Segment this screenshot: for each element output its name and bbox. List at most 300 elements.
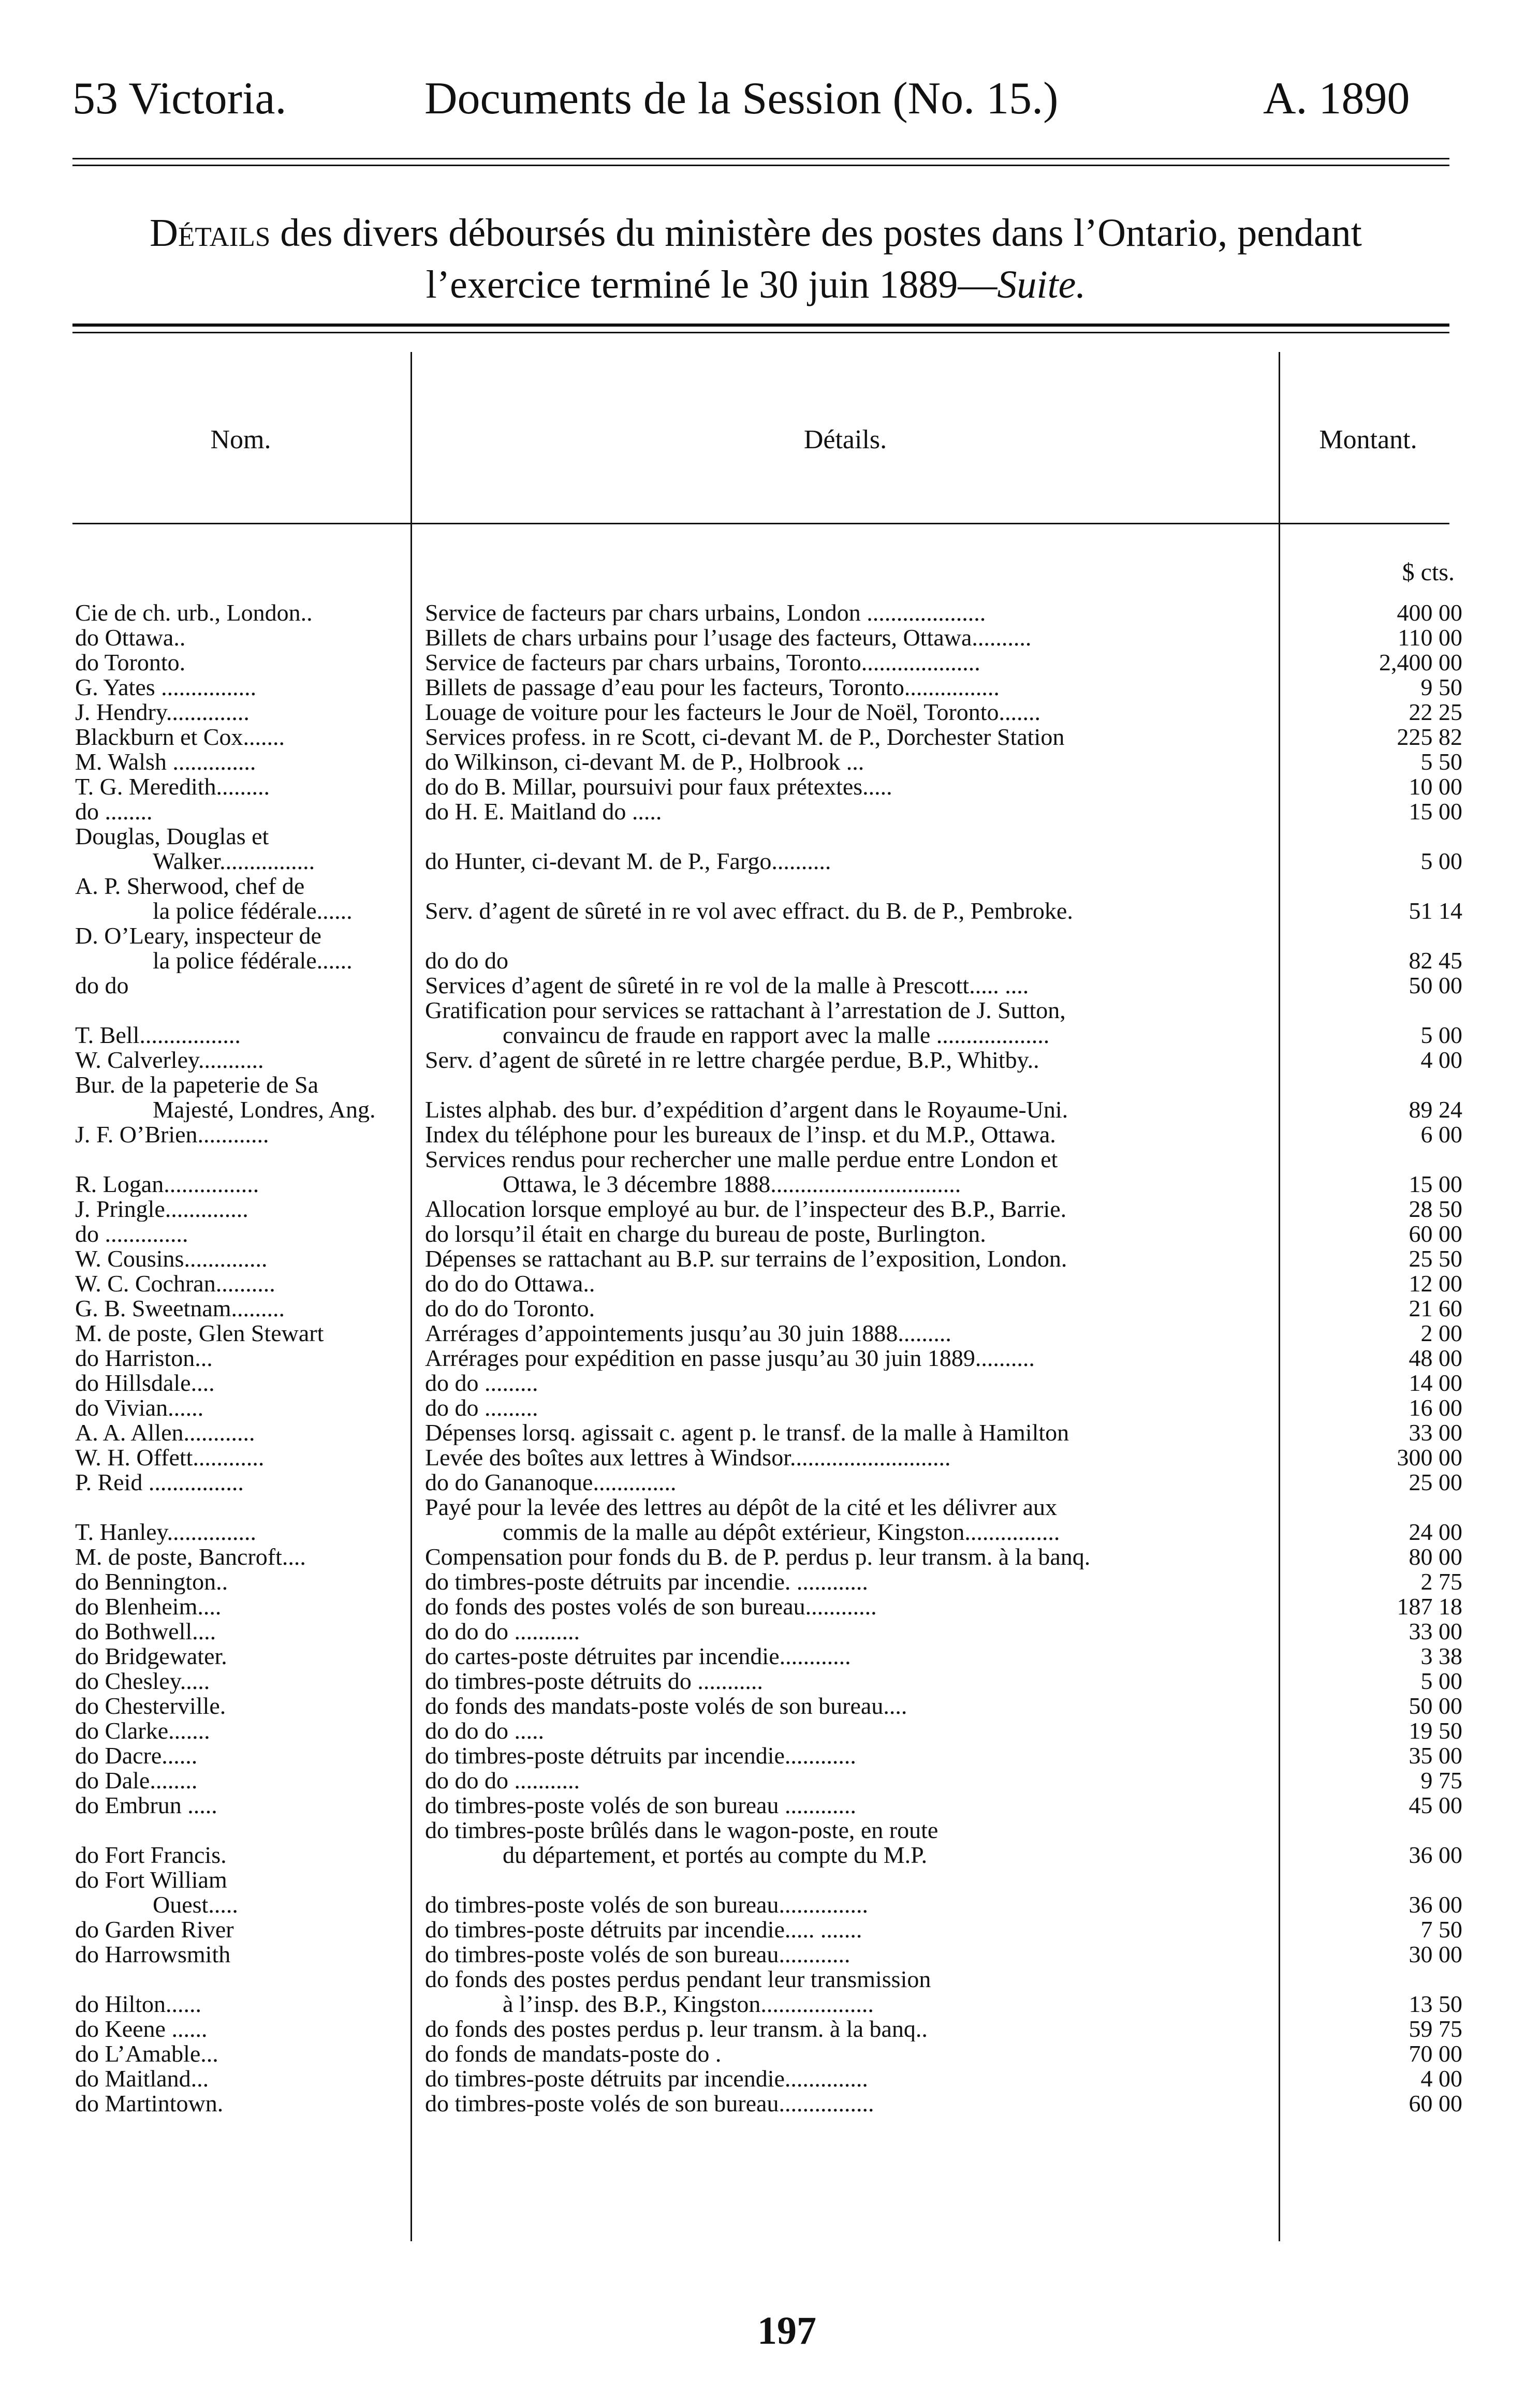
cell-montant: 70 00	[1409, 2040, 1462, 2067]
nom-line: do L’Amable...	[75, 2041, 218, 2066]
cell-nom	[75, 1222, 417, 1246]
cell-nom	[75, 1569, 417, 1594]
details-line: do fonds des postes perdus p. leur transm. à la banq..	[425, 2017, 928, 2041]
nom-line: la police fédérale......	[153, 899, 353, 923]
nom-line: M. de poste, Glen Stewart	[75, 1321, 324, 1346]
details-line: do fonds de mandats-poste do .	[425, 2041, 722, 2066]
cell-details	[417, 1967, 1359, 2017]
cell-nom	[75, 1768, 417, 1793]
details-line: Payé pour la levée des lettres au dépôt de la cité et les délivrer aux	[425, 1495, 1058, 1520]
cell-nom	[75, 1296, 417, 1321]
table-row	[75, 1917, 1462, 1942]
cell-details	[417, 973, 1359, 998]
nom-line: do Garden River	[75, 1917, 234, 1942]
currency-units: $ cts.	[1402, 558, 1455, 586]
cell-montant: 300 00	[1397, 1444, 1462, 1471]
nom-line: do Embrun .....	[75, 1793, 217, 1818]
table-row	[75, 1868, 1462, 1917]
cell-montant: 24 00	[1409, 1519, 1462, 1545]
column-header-rule	[72, 523, 1449, 524]
cell-details	[417, 1048, 1359, 1072]
table-row	[75, 1395, 1462, 1420]
cell-details	[417, 1669, 1359, 1694]
cell-details	[417, 675, 1359, 700]
details-line: commis de la malle au dépôt extérieur, Kingston................	[503, 1520, 1060, 1545]
nom-line: M. Walsh ..............	[75, 749, 256, 774]
details-line: Dépenses se rattachant au B.P. sur terrains de l’exposition, London.	[425, 1246, 1067, 1271]
nom-line: J. Pringle..............	[75, 1197, 248, 1222]
cell-details	[417, 1892, 1359, 1917]
table-row	[75, 1619, 1462, 1644]
cell-nom	[75, 1743, 417, 1768]
page-title	[67, 207, 1444, 311]
cell-montant: 187 18	[1397, 1593, 1462, 1620]
table-row	[75, 2041, 1462, 2066]
cell-nom	[75, 1371, 417, 1395]
details-line: do timbres-poste détruits par incendie............	[425, 1743, 856, 1768]
cell-details	[417, 1743, 1359, 1768]
cell-details	[417, 1147, 1359, 1197]
cell-montant: 9 75	[1420, 1767, 1462, 1794]
cell-details	[417, 1246, 1359, 1271]
details-line: do do do Toronto.	[425, 1296, 595, 1321]
cell-montant: 45 00	[1409, 1792, 1462, 1818]
table-row	[75, 1246, 1462, 1271]
expense-table-body	[75, 600, 1462, 2116]
details-line: do timbres-poste volés de son bureau ............	[425, 1793, 856, 1818]
details-line: do lorsqu’il était en charge du bureau de poste, Burlington.	[425, 1222, 986, 1246]
cell-montant: 80 00	[1409, 1544, 1462, 1570]
cell-details	[417, 799, 1359, 824]
table-row	[75, 2066, 1462, 2091]
details-line: Compensation pour fonds du B. de P. perdus p. leur transm. à la banq.	[425, 1545, 1091, 1569]
table-row	[75, 1818, 1462, 1868]
cell-montant: 400 00	[1397, 599, 1462, 626]
nom-line: do Hillsdale....	[75, 1371, 215, 1395]
details-line: do fonds des postes volés de son bureau............	[425, 1594, 877, 1619]
details-line: Services rendus pour rechercher une malle perdue entre London et	[425, 1147, 1058, 1172]
cell-details	[417, 625, 1359, 650]
cell-nom	[75, 824, 417, 874]
cell-details	[417, 849, 1359, 874]
cell-details	[417, 1545, 1359, 1569]
header-rule-top	[72, 158, 1449, 159]
nom-line: G. Yates ................	[75, 675, 257, 700]
nom-line: do Fort William	[75, 1868, 227, 1892]
details-line: Levée des boîtes aux lettres à Windsor...........................	[425, 1445, 951, 1470]
cell-montant: 5 00	[1420, 1668, 1462, 1694]
cell-nom	[75, 2066, 417, 2091]
cell-nom	[75, 1868, 417, 1917]
details-line: do timbres-poste brûlés dans le wagon-poste, en route	[425, 1818, 938, 1843]
nom-line: do Martintown.	[75, 2091, 224, 2116]
cell-montant: 60 00	[1409, 1221, 1462, 1247]
cell-montant: 6 00	[1420, 1121, 1462, 1148]
cell-montant: 15 00	[1409, 1171, 1462, 1197]
header-left: 53 Victoria.	[72, 74, 287, 124]
cell-nom	[75, 1445, 417, 1470]
cell-nom	[75, 774, 417, 799]
cell-details	[417, 1122, 1359, 1147]
nom-line: Cie de ch. urb., London..	[75, 600, 313, 625]
table-row	[75, 1072, 1462, 1122]
cell-nom	[75, 973, 417, 998]
nom-line: do Fort Francis.	[75, 1843, 227, 1868]
details-line: do timbres-poste détruits do ...........	[425, 1669, 763, 1694]
details-line: do timbres-poste détruits par incendie..............	[425, 2066, 868, 2091]
nom-line: D. O’Leary, inspecteur de	[75, 923, 321, 948]
table-row	[75, 1793, 1462, 1818]
details-line: convaincu de fraude en rapport avec la malle ...................	[503, 1023, 1050, 1048]
cell-nom	[75, 1669, 417, 1694]
cell-montant: 21 60	[1409, 1295, 1462, 1321]
cell-details	[417, 2017, 1359, 2041]
nom-line: do ..............	[75, 1222, 188, 1246]
nom-line: do Dacre......	[75, 1743, 198, 1768]
header-right: A. 1890	[1263, 74, 1410, 124]
table-row	[75, 625, 1462, 650]
cell-nom	[75, 1793, 417, 1818]
details-line: do do B. Millar, poursuivi pour faux prétextes.....	[425, 774, 892, 799]
table-rule-top	[72, 324, 1449, 327]
table-row	[75, 874, 1462, 923]
cell-montant: 5 50	[1420, 748, 1462, 775]
cell-montant: 9 50	[1420, 674, 1462, 700]
details-line: do timbres-poste détruits par incendie. ............	[425, 1569, 868, 1594]
cell-montant: 89 24	[1409, 1096, 1462, 1123]
details-line: do timbres-poste détruits par incendie..... .......	[425, 1917, 862, 1942]
cell-details	[417, 1644, 1359, 1669]
details-line: Dépenses lorsq. agissait c. agent p. le transf. de la malle à Hamilton	[425, 1420, 1069, 1445]
cell-nom	[75, 749, 417, 774]
table-row	[75, 1495, 1462, 1545]
cell-montant: 82 45	[1409, 947, 1462, 974]
nom-line: M. de poste, Bancroft....	[75, 1545, 306, 1569]
details-line: Allocation lorsque employé au bur. de l’inspecteur des B.P., Barrie.	[425, 1197, 1067, 1222]
details-line: à l’insp. des B.P., Kingston...................	[503, 1992, 874, 2017]
column-header-details: Détails.	[803, 425, 887, 454]
nom-line: do Blenheim....	[75, 1594, 222, 1619]
details-line: Arrérages pour expédition en passe jusqu’au 30 juin 1889..........	[425, 1346, 1035, 1371]
nom-line: A. A. Allen............	[75, 1420, 255, 1445]
details-line: do Wilkinson, ci-devant M. de P., Holbrook ...	[425, 749, 864, 774]
nom-line: W. C. Cochran..........	[75, 1271, 275, 1296]
title-line1: des divers déboursés du ministère des postes dans l’Ontario, pendant	[270, 211, 1362, 255]
cell-nom	[75, 1122, 417, 1147]
cell-details	[417, 1694, 1359, 1718]
cell-details	[417, 1495, 1359, 1545]
cell-nom	[75, 1395, 417, 1420]
nom-line: Blackburn et Cox.......	[75, 725, 285, 749]
column-header-montant: Montant.	[1319, 425, 1417, 454]
cell-nom	[75, 1843, 417, 1868]
nom-line: J. Hendry..............	[75, 700, 250, 725]
cell-montant: 33 00	[1409, 1618, 1462, 1644]
cell-montant: 15 00	[1409, 798, 1462, 825]
cell-details	[417, 1942, 1359, 1967]
nom-line: J. F. O’Brien............	[75, 1122, 269, 1147]
table-row	[75, 1445, 1462, 1470]
cell-montant: 10 00	[1409, 773, 1462, 800]
cell-nom	[75, 799, 417, 824]
cell-montant: 50 00	[1409, 972, 1462, 998]
cell-montant: 13 50	[1409, 1991, 1462, 2017]
cell-montant: 4 00	[1420, 1047, 1462, 1073]
details-line: Gratification pour services se rattachant à l’arrestation de J. Sutton,	[425, 998, 1066, 1023]
nom-line: Douglas, Douglas et	[75, 824, 269, 849]
nom-line: T. Bell.................	[75, 1023, 241, 1048]
cell-montant: 2 00	[1420, 1320, 1462, 1346]
cell-montant: 14 00	[1409, 1370, 1462, 1396]
nom-line: T. Hanley...............	[75, 1520, 257, 1545]
cell-nom	[75, 1321, 417, 1346]
cell-details	[417, 600, 1359, 625]
cell-details	[417, 1619, 1359, 1644]
table-row	[75, 675, 1462, 700]
cell-details	[417, 1470, 1359, 1495]
cell-montant: 2 75	[1420, 1568, 1462, 1595]
table-row	[75, 1371, 1462, 1395]
cell-details	[417, 700, 1359, 725]
header-rule-bottom	[72, 165, 1449, 166]
cell-details	[417, 1097, 1359, 1122]
details-line: do fonds des mandats-poste volés de son bureau....	[425, 1694, 907, 1718]
cell-details	[417, 1569, 1359, 1594]
nom-line: Bur. de la papeterie de Sa	[75, 1072, 319, 1097]
cell-nom	[75, 725, 417, 749]
table-row	[75, 1967, 1462, 2017]
cell-nom	[75, 1470, 417, 1495]
table-row	[75, 1197, 1462, 1222]
table-row	[75, 1694, 1462, 1718]
details-line: do do do	[425, 948, 508, 973]
nom-line: W. H. Offett............	[75, 1445, 265, 1470]
nom-line: Ouest.....	[153, 1892, 238, 1917]
cell-details	[417, 2066, 1359, 2091]
cell-montant: 50 00	[1409, 1693, 1462, 1719]
cell-nom	[75, 1619, 417, 1644]
cell-nom	[75, 1346, 417, 1371]
table-row	[75, 1644, 1462, 1669]
details-line: Serv. d’agent de sûreté in re lettre chargée perdue, B.P., Whitby..	[425, 1048, 1039, 1072]
nom-line: do Ottawa..	[75, 625, 186, 650]
cell-nom	[75, 1197, 417, 1222]
cell-montant: 5 00	[1420, 848, 1462, 874]
cell-montant: 5 00	[1420, 1022, 1462, 1048]
details-line: Arrérages d’appointements jusqu’au 30 juin 1888.........	[425, 1321, 951, 1346]
cell-nom	[75, 650, 417, 675]
cell-details	[417, 749, 1359, 774]
cell-details	[417, 1395, 1359, 1420]
cell-montant: 28 50	[1409, 1196, 1462, 1222]
table-row	[75, 1296, 1462, 1321]
details-line: do H. E. Maitland do .....	[425, 799, 662, 824]
details-line: do do do ...........	[425, 1768, 580, 1793]
cell-montant: 33 00	[1409, 1419, 1462, 1446]
table-row	[75, 824, 1462, 874]
cell-nom	[75, 1545, 417, 1569]
table-rule-top-thin	[72, 332, 1449, 333]
table-row	[75, 1743, 1462, 1768]
cell-nom	[75, 1271, 417, 1296]
details-line: Service de facteurs par chars urbains, Toronto....................	[425, 650, 980, 675]
header-center: Documents de la Session (No. 15.)	[424, 74, 1059, 124]
table-row	[75, 1122, 1462, 1147]
cell-details	[417, 948, 1359, 973]
nom-line: do Maitland...	[75, 2066, 209, 2091]
cell-nom	[75, 2091, 417, 2116]
table-row	[75, 1718, 1462, 1743]
table-row	[75, 1420, 1462, 1445]
cell-details	[417, 1594, 1359, 1619]
cell-nom	[75, 1992, 417, 2017]
details-line: do cartes-poste détruites par incendie............	[425, 1644, 851, 1669]
details-line: do do .........	[425, 1395, 538, 1420]
cell-montant: 19 50	[1409, 1717, 1462, 1744]
cell-details	[417, 1793, 1359, 1818]
cell-nom	[75, 1072, 417, 1122]
cell-nom	[75, 1520, 417, 1545]
nom-line: do Bothwell....	[75, 1619, 216, 1644]
table-row	[75, 1545, 1462, 1569]
cell-montant: 7 50	[1420, 1916, 1462, 1943]
details-line: Services d’agent de sûreté in re vol de la malle à Prescott..... ....	[425, 973, 1029, 998]
title-suite: Suite.	[997, 263, 1086, 306]
nom-line: do do	[75, 973, 129, 998]
cell-montant: 2,400 00	[1379, 649, 1462, 675]
nom-line: do Toronto.	[75, 650, 186, 675]
cell-details	[417, 774, 1359, 799]
table-row	[75, 600, 1462, 625]
table-row	[75, 1594, 1462, 1619]
cell-details	[417, 1445, 1359, 1470]
details-line: Louage de voiture pour les facteurs le Jour de Noël, Toronto.......	[425, 700, 1041, 725]
cell-nom	[75, 2041, 417, 2066]
cell-nom	[75, 874, 417, 923]
table-row	[75, 973, 1462, 998]
nom-line: do Harrowsmith	[75, 1942, 231, 1967]
table-row	[75, 1768, 1462, 1793]
cell-nom	[75, 1917, 417, 1942]
table-row	[75, 650, 1462, 675]
table-row	[75, 1222, 1462, 1246]
cell-montant: 22 25	[1409, 699, 1462, 725]
table-row	[75, 1321, 1462, 1346]
cell-nom	[75, 600, 417, 625]
details-line: du département, et portés au compte du M.P.	[503, 1843, 928, 1868]
table-row	[75, 700, 1462, 725]
cell-details	[417, 1346, 1359, 1371]
details-line: do do Gananoque..............	[425, 1470, 677, 1495]
details-line: do do do ...........	[425, 1619, 580, 1644]
nom-line: R. Logan................	[75, 1172, 259, 1197]
nom-line: do Bridgewater.	[75, 1644, 227, 1669]
table-row	[75, 1669, 1462, 1694]
details-line: do timbres-poste volés de son bureau...............	[425, 1892, 868, 1917]
nom-line: do Dale........	[75, 1768, 198, 1793]
cell-details	[417, 1917, 1359, 1942]
cell-details	[417, 2041, 1359, 2066]
details-line: Index du téléphone pour les bureaux de l’insp. et du M.P., Ottawa.	[425, 1122, 1056, 1147]
nom-line: do Bennington..	[75, 1569, 228, 1594]
details-line: Billets de passage d’eau pour les facteurs, Toronto................	[425, 675, 1000, 700]
cell-montant: 59 75	[1409, 2016, 1462, 2042]
cell-details	[417, 998, 1359, 1048]
details-line: do do do Ottawa..	[425, 1271, 595, 1296]
cell-details	[417, 1296, 1359, 1321]
nom-line: do Chesterville.	[75, 1694, 226, 1718]
cell-details	[417, 2091, 1359, 2116]
cell-montant: 36 00	[1409, 1842, 1462, 1868]
cell-nom	[75, 2017, 417, 2041]
cell-details	[417, 1768, 1359, 1793]
table-row	[75, 1147, 1462, 1197]
table-row	[75, 998, 1462, 1048]
table-row	[75, 1569, 1462, 1594]
cell-montant: 110 00	[1398, 624, 1462, 651]
cell-montant: 30 00	[1409, 1941, 1462, 1967]
cell-nom	[75, 1694, 417, 1718]
cell-montant: 4 00	[1420, 2065, 1462, 2092]
details-line: Serv. d’agent de sûreté in re vol avec effract. du B. de P., Pembroke.	[425, 899, 1073, 923]
cell-nom	[75, 1644, 417, 1669]
details-line: Listes alphab. des bur. d’expédition d’argent dans le Royaume-Uni.	[425, 1097, 1068, 1122]
nom-line: Walker................	[153, 849, 315, 874]
table-row	[75, 2017, 1462, 2041]
cell-details	[417, 1197, 1359, 1222]
details-line: Service de facteurs par chars urbains, London ....................	[425, 600, 986, 625]
details-line: do timbres-poste volés de son bureau................	[425, 2091, 874, 2116]
cell-montant: 16 00	[1409, 1394, 1462, 1421]
table-row	[75, 799, 1462, 824]
table-row	[75, 1942, 1462, 1967]
cell-montant: 225 82	[1397, 724, 1462, 750]
table-row	[75, 774, 1462, 799]
nom-line: A. P. Sherwood, chef de	[75, 874, 305, 899]
cell-montant: 51 14	[1409, 898, 1462, 924]
table-row	[75, 1346, 1462, 1371]
details-line: Ottawa, le 3 décembre 1888................................	[503, 1172, 961, 1197]
table-row	[75, 2091, 1462, 2116]
cell-montant: 48 00	[1409, 1345, 1462, 1371]
nom-line: do Vivian......	[75, 1395, 204, 1420]
title-lead: Détails	[150, 211, 271, 255]
nom-line: do Hilton......	[75, 1992, 202, 2017]
cell-details	[417, 1222, 1359, 1246]
nom-line: T. G. Meredith.........	[75, 774, 270, 799]
nom-line: Majesté, Londres, Ang.	[153, 1097, 376, 1122]
table-row	[75, 1271, 1462, 1296]
nom-line: do Clarke.......	[75, 1718, 210, 1743]
cell-montant: 12 00	[1409, 1270, 1462, 1297]
nom-line: do ........	[75, 799, 153, 824]
cell-nom	[75, 1246, 417, 1271]
cell-nom	[75, 675, 417, 700]
nom-line: W. Cousins..............	[75, 1246, 268, 1271]
cell-nom	[75, 700, 417, 725]
details-line: do do do .....	[425, 1718, 544, 1743]
details-line: do Hunter, ci-devant M. de P., Fargo..........	[425, 849, 831, 874]
cell-details	[417, 899, 1359, 923]
table-row	[75, 1470, 1462, 1495]
cell-details	[417, 1321, 1359, 1346]
cell-nom	[75, 1420, 417, 1445]
column-header-nom: Nom.	[210, 425, 271, 454]
cell-montant: 36 00	[1409, 1891, 1462, 1918]
cell-montant: 35 00	[1409, 1742, 1462, 1769]
cell-details	[417, 1371, 1359, 1395]
table-row	[75, 725, 1462, 749]
